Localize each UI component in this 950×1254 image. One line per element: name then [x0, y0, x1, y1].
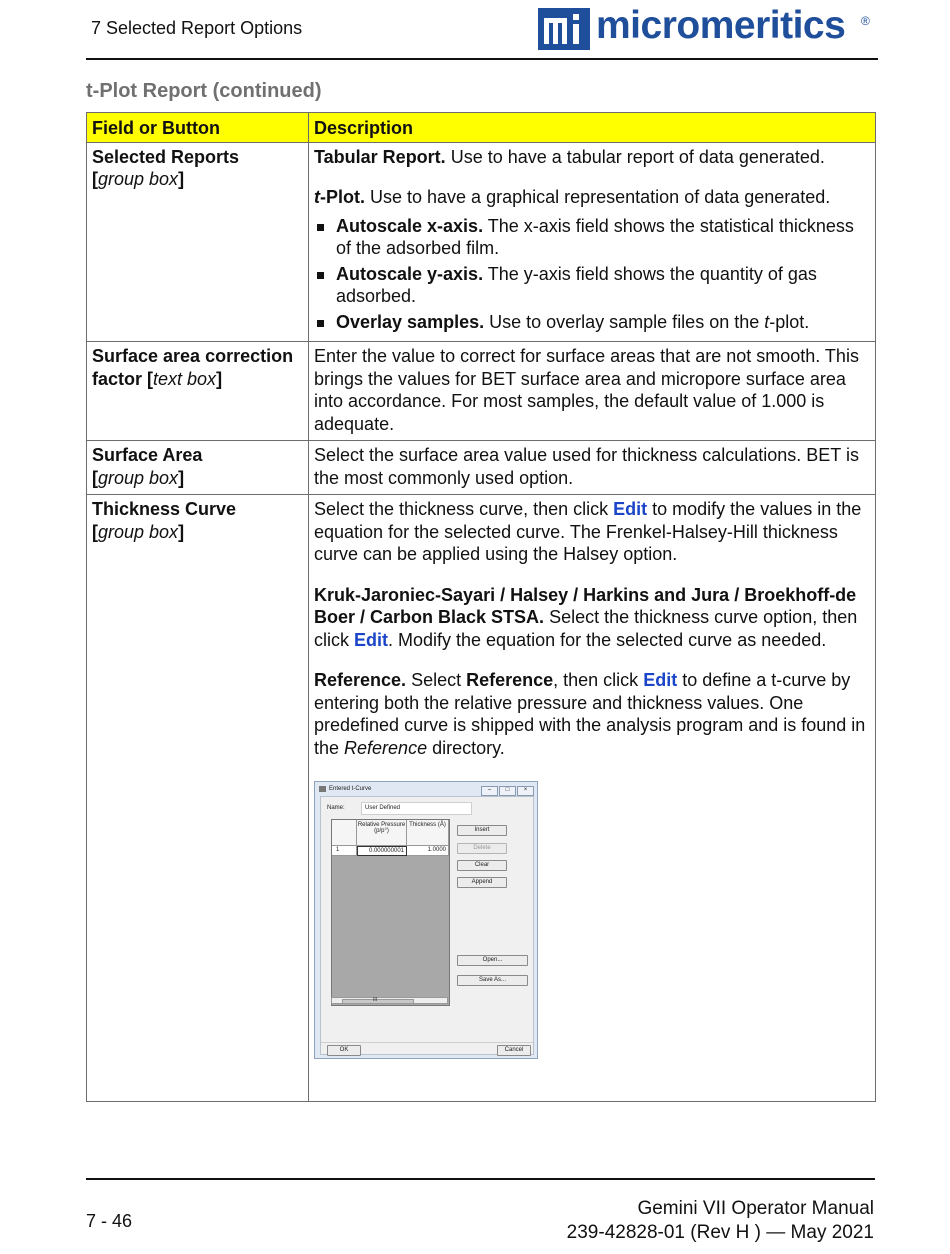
- edit-keyword: Edit: [643, 670, 678, 690]
- manual-info: [567, 1197, 874, 1245]
- grid-cell-pressure: 0.000000001: [357, 846, 407, 856]
- t-curve-grid: [331, 819, 450, 1006]
- bullet-text: Use to overlay sample files on the: [484, 311, 765, 332]
- desc-paragraph: Enter the value to correct for surface areas that are not smooth. This brings the values for BET surface area and micropore surface area into accordance. For most samples, the default value of 1.000 is adequate.: [314, 346, 859, 434]
- bracket-open: [: [147, 368, 154, 389]
- chapter-title: 7 Selected Report Options: [91, 18, 303, 38]
- desc-bold: -Plot.: [320, 187, 365, 207]
- edit-keyword: Edit: [354, 629, 388, 650]
- desc-text: Use to have a tabular report of data generated.: [445, 146, 825, 167]
- scrollbar-thumb: [342, 999, 414, 1004]
- field-cell: [87, 495, 309, 1102]
- dialog-titlebar: [319, 785, 533, 795]
- desc-text: to modify the values in the equation for the selected curve. The Frenkel-Halsey-Hill thickness curve can be applied using the Halsey option.: [314, 499, 862, 564]
- scrollbar-grip: III: [373, 997, 378, 1003]
- bullet-italic: t: [764, 311, 770, 332]
- desc-paragraph: [314, 498, 870, 566]
- field-type: group box: [98, 467, 179, 488]
- desc-bold: Kruk-Jaroniec-Sayari / Halsey / Harkins and Jura / Broekhoff-de Boer / Carbon Black STSA.: [314, 584, 857, 627]
- desc-text: , then click: [553, 670, 644, 690]
- bullet-bold: Overlay samples.: [336, 311, 485, 332]
- logo-registered-mark: ®: [861, 14, 870, 28]
- close-icon: ×: [517, 786, 534, 796]
- grid-horizontal-scrollbar: [331, 997, 448, 1004]
- desc-text: Select: [406, 670, 467, 690]
- desc-text: Select the thickness curve, then click: [314, 499, 614, 519]
- desc-bold: Reference.: [314, 670, 407, 690]
- column-header-field: Field or Button: [87, 113, 309, 143]
- manual-part-number: 239-42828-01 (Rev H ) — May 2021: [566, 1222, 874, 1243]
- list-item: [314, 215, 870, 260]
- desc-paragraph: [314, 186, 870, 209]
- bracket-close: ]: [178, 521, 185, 542]
- grid-row-number: 1: [332, 846, 357, 856]
- desc-paragraph: [314, 146, 870, 169]
- desc-italic: Reference: [344, 737, 428, 758]
- page-number: 7 - 46: [86, 1211, 133, 1231]
- append-button: Append: [457, 877, 507, 888]
- bracket-open: [: [92, 521, 98, 542]
- desc-bold: Tabular Report.: [314, 146, 446, 167]
- desc-text: Use to have a graphical representation of data generated.: [365, 187, 831, 207]
- bullet-text: The y-axis field shows the quantity of gas adsorbed.: [336, 263, 817, 306]
- table-row: [87, 495, 876, 1102]
- bullet-bold: Autoscale y-axis.: [336, 263, 484, 284]
- delete-button: Delete: [457, 843, 507, 854]
- desc-text: to define a t-curve by entering both the relative pressure and thickness values. One predefined curve is shipped with the analysis program and is found in the: [314, 670, 866, 758]
- desc-paragraph: [314, 669, 870, 759]
- description-cell: [309, 441, 876, 495]
- desc-bold: Reference: [466, 670, 554, 690]
- window-icon: [319, 786, 326, 792]
- table-header-row: [87, 113, 876, 143]
- description-cell: [309, 142, 876, 342]
- micromeritics-logo: [538, 4, 878, 52]
- field-name: Surface Area: [92, 445, 203, 465]
- dialog-body: [320, 796, 534, 1055]
- desc-paragraph: Select the surface area value used for thickness calculations. BET is the most commonly used option.: [314, 445, 859, 488]
- field-name: Surface area correction factor: [92, 346, 294, 389]
- field-cell: [87, 142, 309, 342]
- grid-header-thickness: Thickness (Å): [407, 820, 449, 846]
- description-cell: [309, 495, 876, 1102]
- bullet-text: -plot.: [769, 311, 810, 332]
- grid-corner: [332, 820, 357, 846]
- field-name: Selected Reports: [92, 146, 240, 167]
- options-table: [86, 112, 876, 1102]
- grid-cell-thickness: 1.0000: [407, 846, 449, 856]
- maximize-icon: □: [499, 786, 516, 796]
- insert-button: Insert: [457, 825, 507, 836]
- minimize-icon: –: [481, 786, 498, 796]
- field-name: Thickness Curve: [92, 499, 237, 519]
- bracket-open: [: [92, 169, 98, 189]
- open-button: Open...: [457, 955, 528, 966]
- bracket-close: ]: [216, 368, 223, 389]
- grid-header-pressure: Relative Pressure (p/p°): [357, 820, 407, 846]
- table-row: [87, 342, 876, 441]
- list-item: [314, 263, 870, 308]
- desc-italic: t: [314, 187, 320, 207]
- table-row: [87, 142, 876, 342]
- manual-title: Gemini VII Operator Manual: [637, 1198, 874, 1219]
- dialog-separator: [321, 1042, 533, 1043]
- desc-text: directory.: [427, 737, 505, 758]
- logo-mark: [538, 8, 590, 50]
- field-type: text box: [153, 368, 217, 389]
- bullet-bold: Autoscale x-axis.: [336, 215, 484, 236]
- entered-t-curve-dialog-screenshot: [314, 781, 538, 1059]
- name-label: Name:: [327, 805, 345, 811]
- bracket-open: [: [92, 467, 98, 488]
- logo-mark-icon: [538, 8, 590, 50]
- field-type: group box: [98, 521, 179, 542]
- column-header-description: Description: [309, 113, 876, 143]
- dialog-title: Entered t-Curve: [329, 786, 372, 792]
- ok-button: OK: [327, 1045, 361, 1056]
- bullet-text: The x-axis field shows the statistical thickness of the adsorbed film.: [336, 215, 854, 258]
- table-row: [87, 441, 876, 495]
- cancel-button: Cancel: [497, 1045, 531, 1056]
- desc-text: . Modify the equation for the selected curve as needed.: [388, 629, 827, 650]
- footer-divider: [86, 1178, 875, 1180]
- field-type: group box: [98, 169, 179, 189]
- name-field: User Defined: [361, 802, 472, 815]
- bullet-list: [314, 215, 870, 334]
- logo-wordmark: micromeritics: [596, 4, 846, 47]
- description-cell: [309, 342, 876, 441]
- list-item: [314, 311, 870, 334]
- bracket-close: ]: [178, 467, 185, 488]
- clear-button: Clear: [457, 860, 507, 871]
- field-cell: [87, 342, 309, 441]
- header-divider: [86, 58, 878, 60]
- edit-keyword: Edit: [613, 499, 648, 519]
- save-as-button: Save As...: [457, 975, 528, 986]
- bracket-close: ]: [178, 169, 185, 189]
- field-cell: [87, 441, 309, 495]
- desc-text: Select the thickness curve option, then click: [314, 607, 858, 650]
- desc-paragraph: [314, 584, 870, 652]
- section-title: t-Plot Report (continued): [86, 80, 322, 102]
